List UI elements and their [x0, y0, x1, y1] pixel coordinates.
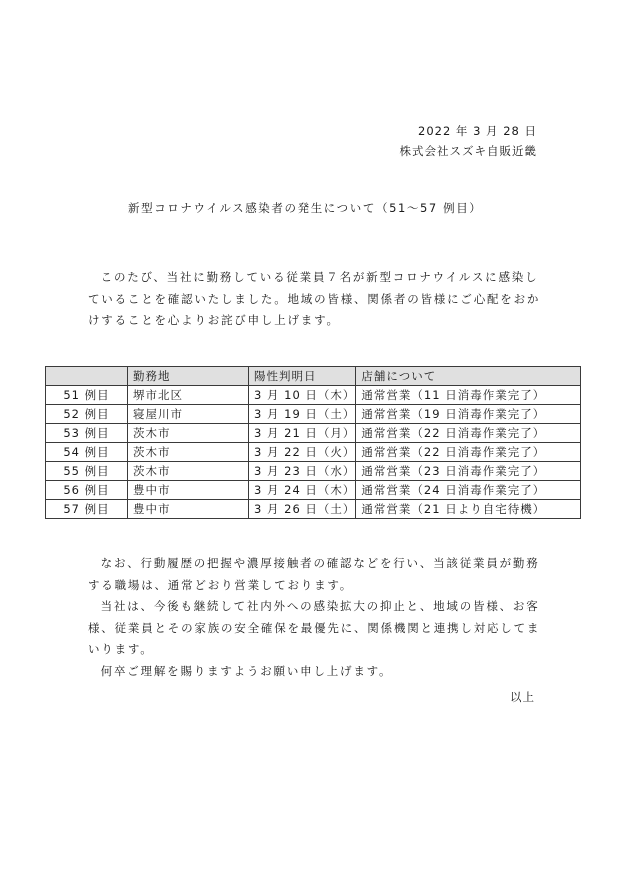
header-workplace: 勤務地	[128, 367, 249, 386]
positive-date-cell: 3 月 21 日（月）	[249, 424, 356, 443]
table-row	[46, 500, 581, 519]
case-number-cell: 56 例目	[46, 481, 128, 500]
case-number-cell: 54 例目	[46, 443, 128, 462]
store-status-cell: 通常営業（11 日消毒作業完了）	[356, 386, 581, 405]
store-status-cell: 通常営業（19 日消毒作業完了）	[356, 405, 581, 424]
intro-text: このたび、当社に勤務している従業員７名が新型コロナウイルスに感染していることを確認いたしました。地域の皆様、関係者の皆様にご心配をおかけすることを心よりお詫び申し上げます。	[88, 270, 541, 327]
workplace-cell: 寝屋川市	[128, 405, 249, 424]
store-status-cell: 通常営業（22 日消毒作業完了）	[356, 424, 581, 443]
closing-paragraph: 当社は、今後も継続して社内外への感染拡大の抑止と、地域の皆様、お客様、従業員とその家族の安全確保を最優先に、関係機関と連携し対応してまいります。	[88, 599, 541, 656]
header-case-number	[46, 367, 128, 386]
table-row	[46, 462, 581, 481]
closing-paragraph: なお、行動履歴の把握や濃厚接触者の確認などを行い、当該従業員が勤務する職場は、通常どおり営業しております。	[88, 556, 540, 592]
positive-date-cell: 3 月 22 日（火）	[249, 443, 356, 462]
document-title: 新型コロナウイルス感染者の発生について（51～57 例目）	[128, 201, 483, 215]
cases-table	[45, 366, 581, 519]
workplace-cell: 豊中市	[128, 481, 249, 500]
table-header-row	[46, 367, 581, 386]
closing-mark: 以上	[510, 690, 535, 704]
case-number-cell: 52 例目	[46, 405, 128, 424]
workplace-cell: 豊中市	[128, 500, 249, 519]
positive-date-cell: 3 月 23 日（水）	[249, 462, 356, 481]
closing-paragraph: 何卒ご理解を賜りますようお願い申し上げます。	[100, 663, 393, 678]
intro-paragraph	[88, 267, 548, 332]
case-number-cell: 57 例目	[46, 500, 128, 519]
company-name: 株式会社スズキ自販近畿	[399, 144, 537, 158]
document-date: 2022 年 3 月 28 日	[418, 124, 537, 138]
workplace-cell: 堺市北区	[128, 386, 249, 405]
case-number-cell: 53 例目	[46, 424, 128, 443]
case-number-cell: 55 例目	[46, 462, 128, 481]
positive-date-cell: 3 月 26 日（土）	[249, 500, 356, 519]
header-positive-date: 陽性判明日	[249, 367, 356, 386]
positive-date-cell: 3 月 10 日（木）	[249, 386, 356, 405]
workplace-cell: 茨木市	[128, 424, 249, 443]
store-status-cell: 通常営業（24 日消毒作業完了）	[356, 481, 581, 500]
table-row	[46, 481, 581, 500]
store-status-cell: 通常営業（23 日消毒作業完了）	[356, 462, 581, 481]
workplace-cell: 茨木市	[128, 443, 249, 462]
header-store-status: 店舗について	[356, 367, 581, 386]
positive-date-cell: 3 月 19 日（土）	[249, 405, 356, 424]
table-row	[46, 386, 581, 405]
positive-date-cell: 3 月 24 日（木）	[249, 481, 356, 500]
store-status-cell: 通常営業（21 日より自宅待機）	[356, 500, 581, 519]
case-number-cell: 51 例目	[46, 386, 128, 405]
table-row	[46, 424, 581, 443]
closing-paragraphs	[88, 553, 548, 682]
table-row	[46, 443, 581, 462]
workplace-cell: 茨木市	[128, 462, 249, 481]
table-row	[46, 405, 581, 424]
store-status-cell: 通常営業（22 日消毒作業完了）	[356, 443, 581, 462]
